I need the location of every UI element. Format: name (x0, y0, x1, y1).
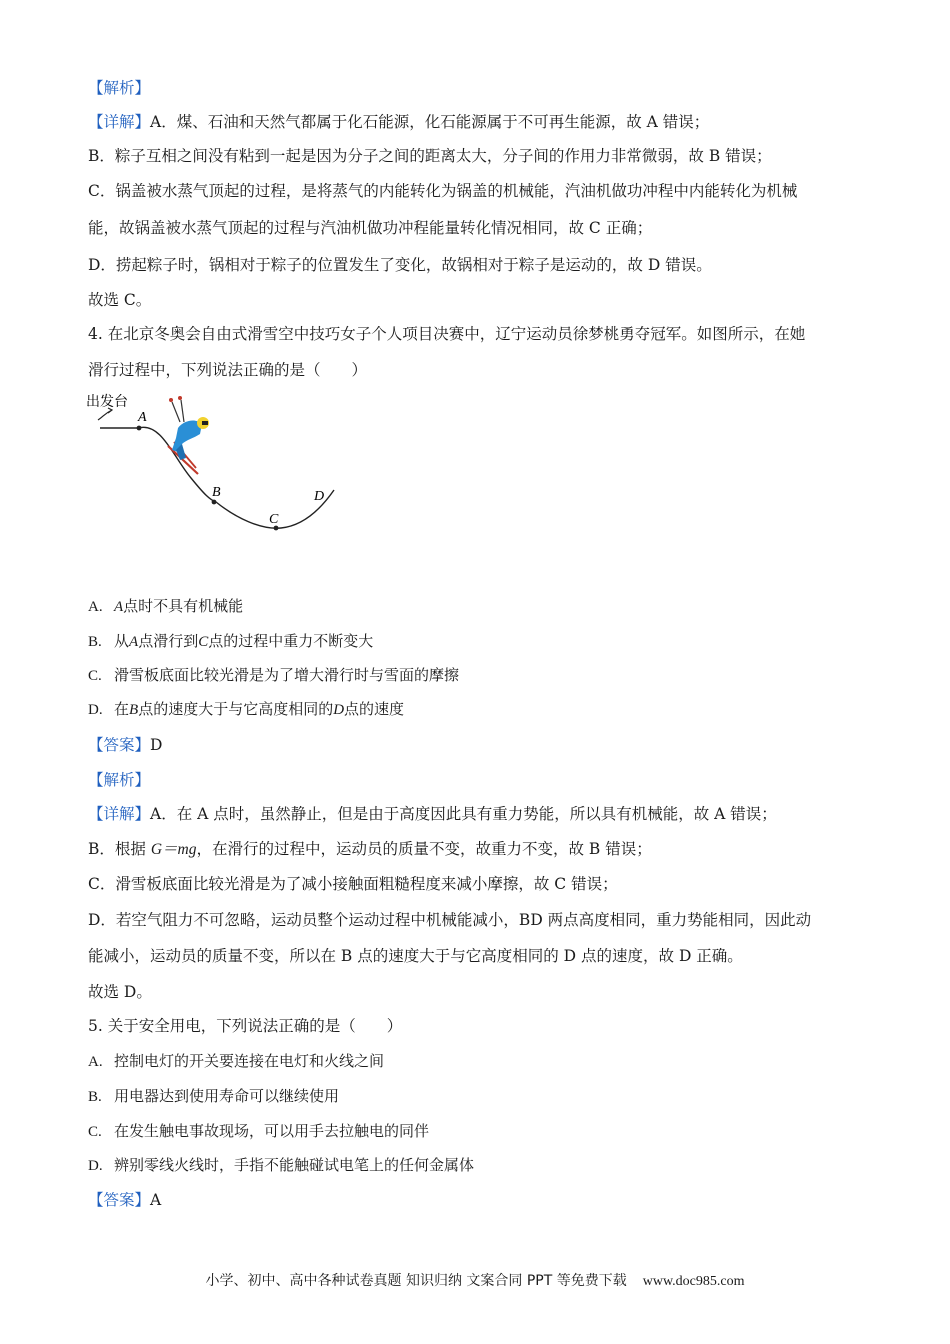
q4-option-a (88, 596, 243, 617)
q5-option-d (88, 1155, 474, 1176)
point-b-label: B (212, 485, 221, 500)
analysis-tag: 【解析】 (88, 79, 151, 97)
q4-detail-d-line-1: D．若空气阻力不可忽略，运动员整个运动过程中机械能减小，BD 两点高度相同，重力势能相同，因此动 (88, 911, 812, 929)
point-a-dot (137, 426, 142, 431)
detail-line-2: B．粽子互相之间没有粘到一起是因为分子之间的距离太大，分子间的作用力非常微弱，故 B 错误； (88, 147, 772, 165)
ski-slope-figure (86, 388, 346, 548)
q5-option-c (88, 1121, 429, 1142)
detail-line-1 (88, 112, 709, 132)
detail-line-5: D．捞起粽子时，锅相对于粽子的位置发生了变化，故锅相对于粽子是运动的，故 D 错误。 (88, 256, 712, 274)
question-5-stem: 5. 关于安全用电，下列说法正确的是（ ） (88, 1017, 403, 1035)
detail-line-4: 能，故锅盖被水蒸气顶起的过程与汽油机做功冲程能量转化情况相同，故 C 正确； (88, 219, 653, 237)
option-var: B (129, 702, 139, 718)
option-text: 在发生触电事故现场，可以用手去拉触电的同伴 (114, 1122, 430, 1140)
detail-tag: 【详解】 (88, 805, 151, 823)
q4-detail-d-line-2: 能减小，运动员的质量不变，所以在 B 点的速度大于与它高度相同的 D 点的速度，故 D 正确。 (88, 947, 743, 965)
q4-option-b (88, 631, 373, 652)
page-footer (0, 1270, 950, 1290)
option-text: 点滑行到 (138, 632, 199, 650)
answer-value: D (150, 736, 163, 754)
q4-analysis-tag: 【解析】 (88, 771, 151, 789)
option-var: A (114, 599, 124, 615)
option-text: 用电器达到使用寿命可以继续使用 (114, 1087, 340, 1105)
question-4-stem-line-2: 滑行过程中，下列说法正确的是（ ） (88, 361, 368, 379)
q5-option-b (88, 1086, 339, 1107)
option-text: 从 (114, 632, 130, 650)
option-letter: D. (88, 1158, 103, 1174)
slope-curve (139, 427, 334, 528)
option-letter: B. (88, 634, 102, 650)
q4-option-d (88, 699, 404, 720)
point-d-label: D (314, 489, 325, 504)
start-platform-label: 出发台 (86, 394, 128, 410)
option-text: 点时不具有机械能 (123, 597, 244, 615)
option-var: A (129, 634, 139, 650)
answer-tag: 【答案】 (88, 736, 151, 754)
option-text: 辨别零线火线时，手指不能触碰试电笔上的任何金属体 (114, 1156, 475, 1174)
q4-answer (88, 735, 162, 755)
option-text: 滑雪板底面比较光滑是为了增大滑行时与雪面的摩擦 (114, 666, 460, 684)
option-text: 点的过程中重力不断变大 (208, 632, 374, 650)
option-text: 点的速度 (344, 700, 405, 718)
detail-text: B．根据 (88, 840, 151, 858)
option-text: 点的速度大于与它高度相同的 (138, 700, 334, 718)
option-letter: C. (88, 1124, 102, 1140)
q4-detail-c: C．滑雪板底面比较光滑是为了减小接触面粗糙程度来减小摩擦，故 C 错误； (88, 875, 618, 893)
q4-conclusion: 故选 D。 (88, 983, 152, 1001)
detail-tag: 【详解】 (88, 113, 151, 131)
q5-option-a (88, 1051, 384, 1072)
option-letter: A. (88, 599, 103, 615)
option-letter: B. (88, 1089, 102, 1105)
detail-text: A．煤、石油和天然气都属于化石能源，化石能源属于不可再生能源，故 A 错误； (150, 113, 710, 131)
q4-detail-b (88, 839, 652, 860)
point-c-label: C (269, 512, 279, 527)
option-letter: A. (88, 1054, 103, 1070)
detail-text: ，在滑行的过程中，运动员的质量不变，故重力不变，故 B 错误； (196, 840, 652, 858)
option-text: 在 (114, 700, 130, 718)
option-var: C (198, 634, 209, 650)
option-letter: C. (88, 668, 102, 684)
q4-option-c (88, 665, 459, 686)
skier-icon (168, 396, 209, 474)
q5-answer (88, 1190, 161, 1210)
point-b-dot (212, 500, 217, 505)
footer-site-link[interactable]: www.doc985.com (642, 1274, 745, 1289)
q4-detail-a (88, 804, 777, 824)
option-text: 控制电灯的开关要连接在电灯和火线之间 (114, 1052, 385, 1070)
detail-conclusion: 故选 C。 (88, 291, 152, 309)
point-a-label: A (138, 410, 147, 425)
option-letter: D. (88, 702, 103, 718)
question-4-stem-line-1: 4. 在北京冬奥会自由式滑雪空中技巧女子个人项目决赛中，辽宁运动员徐梦桃勇夺冠军。如图所示，在她 (88, 325, 806, 343)
option-var: D (333, 702, 345, 718)
detail-text: A．在 A 点时，虽然静止，但是由于高度因此具有重力势能，所以具有机械能，故 A 错误； (150, 805, 777, 823)
answer-tag: 【答案】 (88, 1191, 151, 1209)
footer-text: 小学、初中、高中各种试卷真题 知识归纳 文案合同 PPT 等免费下载 (205, 1273, 627, 1289)
detail-line-3: C．锅盖被水蒸气顶起的过程，是将蒸气的内能转化为锅盖的机械能，汽油机做功冲程中内能转化为机械 (88, 182, 798, 200)
answer-value: A (150, 1191, 162, 1209)
formula: G＝mg (150, 841, 197, 858)
